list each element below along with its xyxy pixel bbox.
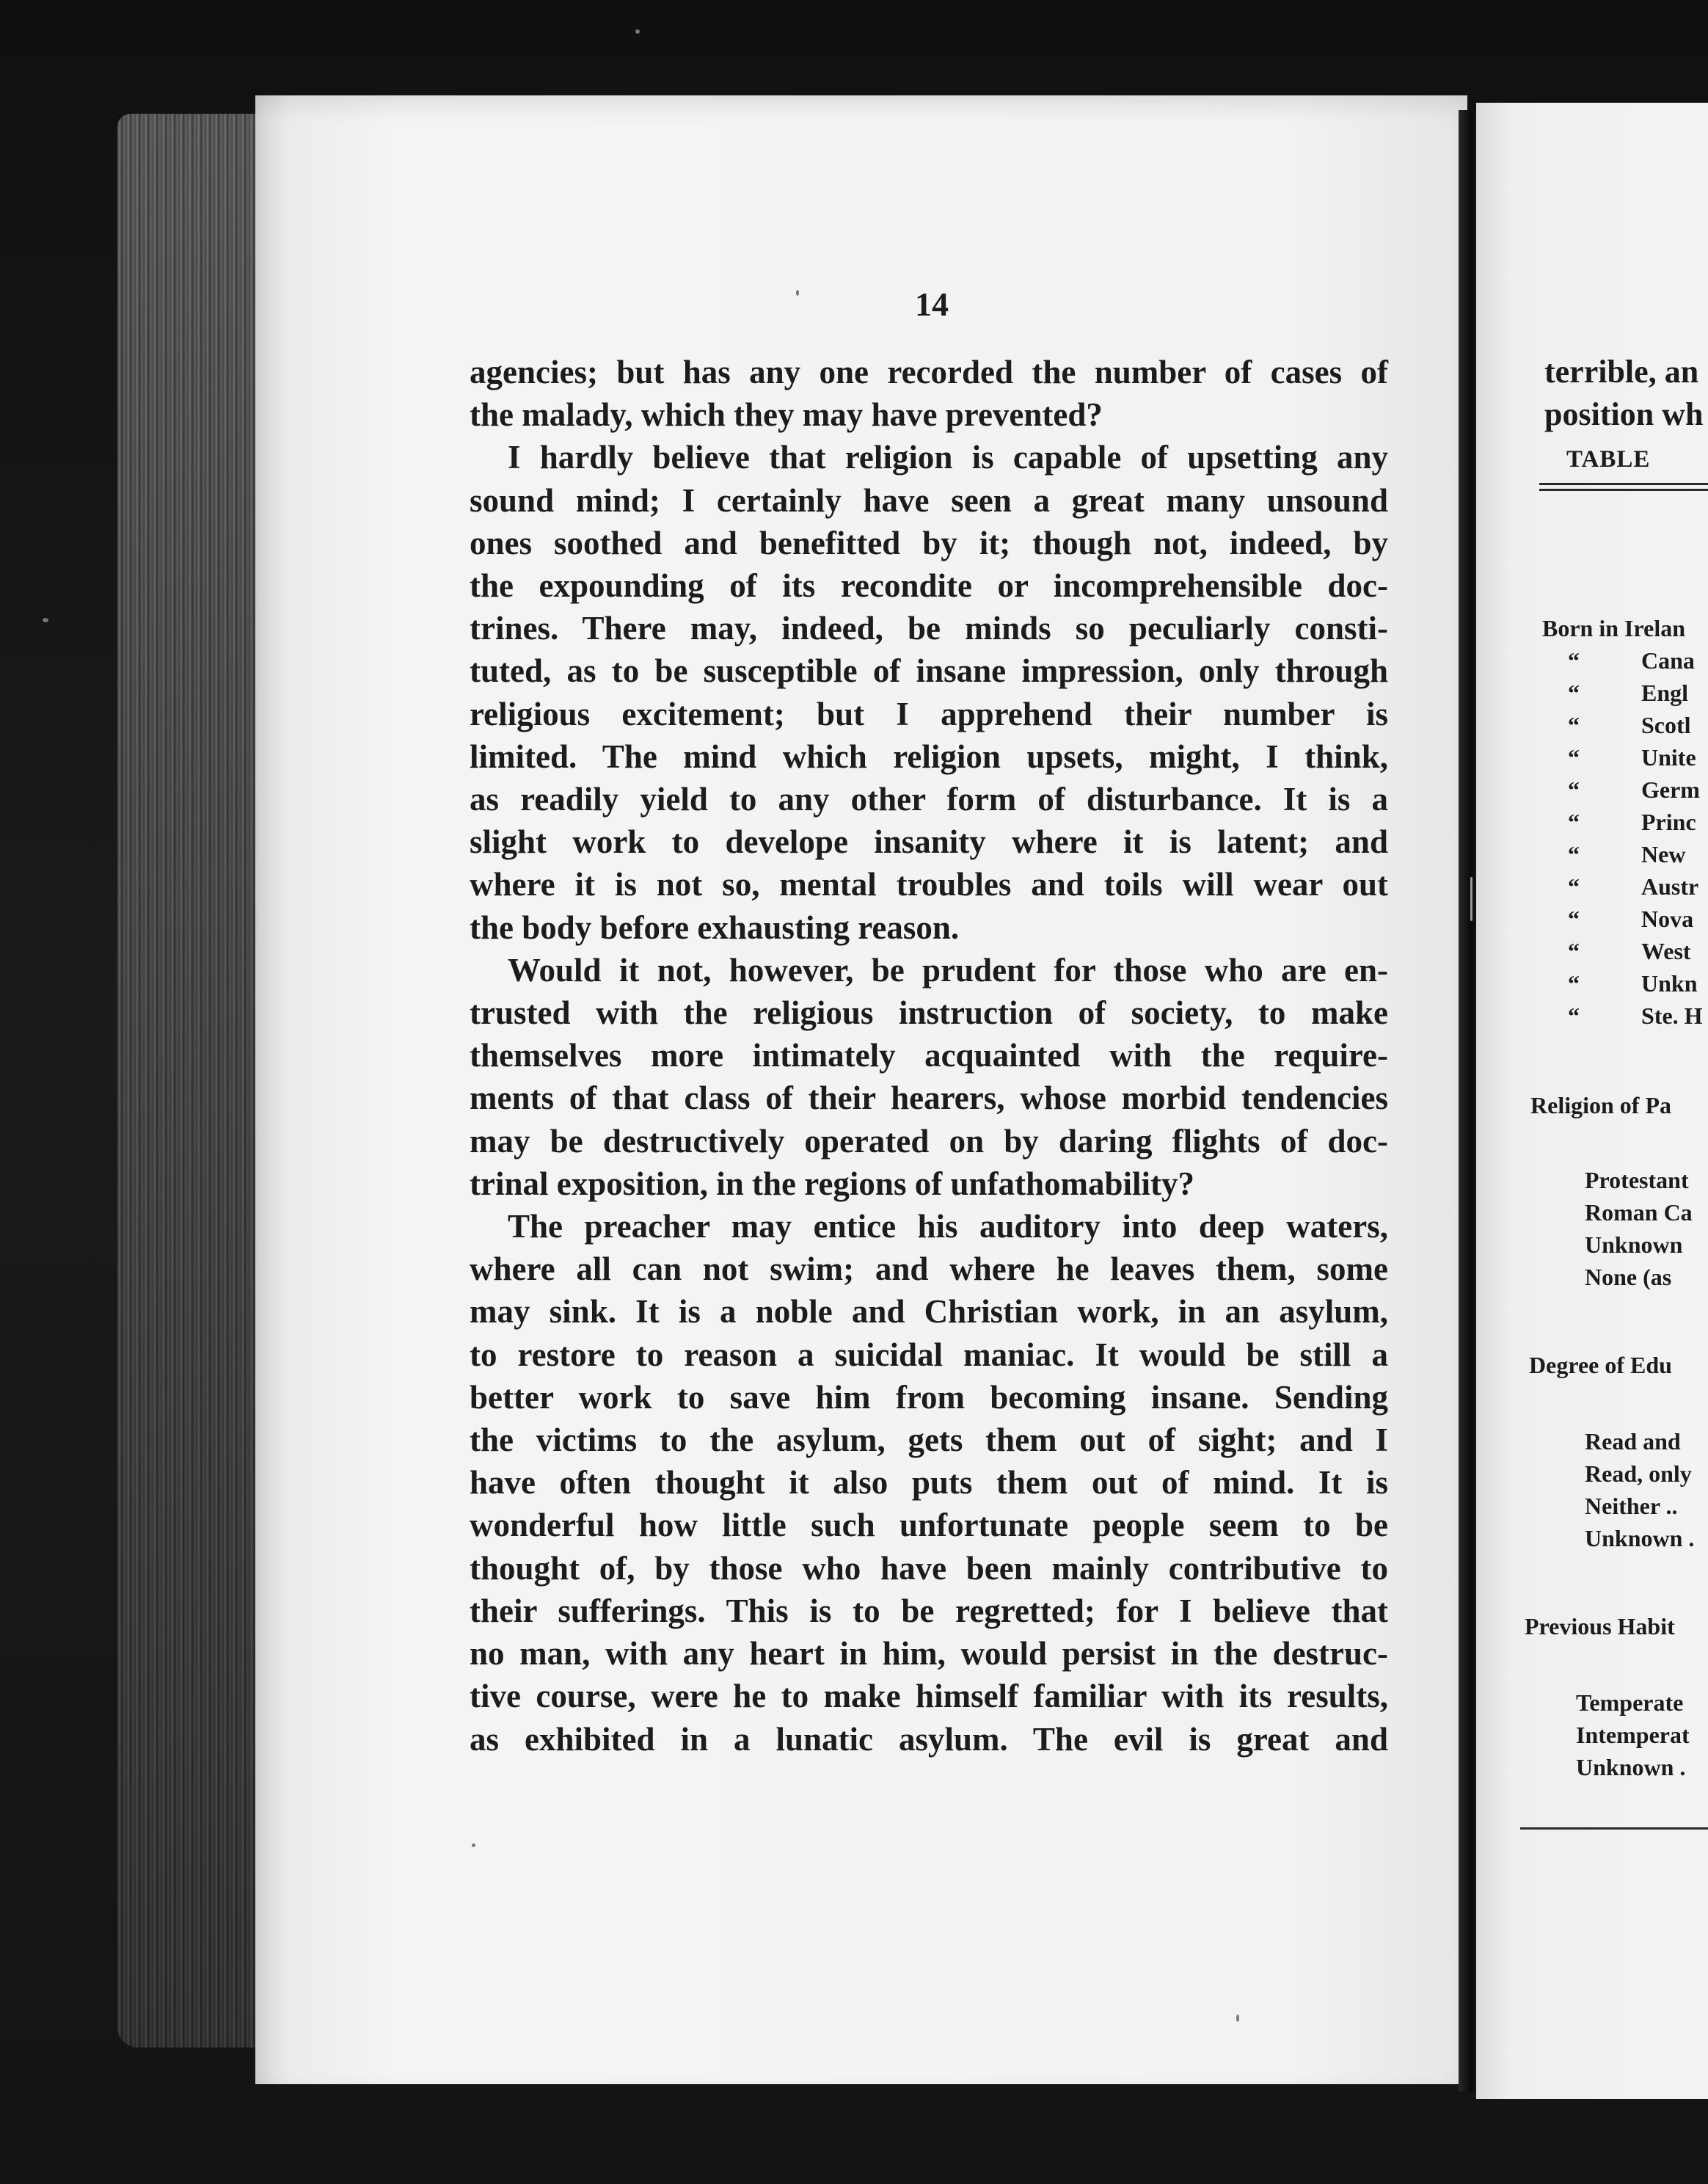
table-rule	[1539, 483, 1708, 485]
right-page-heading	[1544, 351, 1708, 436]
table-row-label: Roman Ca	[1585, 1199, 1693, 1226]
table-row-label: Unite	[1641, 744, 1696, 771]
ditto-mark: “	[1568, 809, 1580, 835]
text-line: I hardly believe that religion is capable of upsetting any	[508, 439, 1388, 476]
text-line: Would it not, however, be prudent for those who are en-	[508, 951, 1388, 989]
ditto-mark: “	[1568, 776, 1580, 803]
text-line: wonderful how little such unfortunate people seem to be	[470, 1507, 1388, 1544]
text-line: trinal exposition, in the regions of unfathomability?	[470, 1165, 1195, 1202]
table-row-label: None (as	[1585, 1264, 1672, 1290]
table-row-label: Unknown .	[1585, 1525, 1695, 1551]
text-line: trines. There may, indeed, be minds so peculiarly consti-	[470, 610, 1388, 647]
left-page-body	[470, 351, 1388, 1761]
table-row-label: Temperate	[1576, 1689, 1684, 1716]
text-line: religious excitement; but I apprehend their number is	[470, 695, 1388, 732]
text-line: terrible, an	[1544, 354, 1699, 390]
text-line: as readily yield to any other form of disturbance. It is a	[470, 781, 1388, 818]
table-row-label: Germ	[1641, 776, 1700, 803]
table-row-label: West	[1641, 938, 1691, 964]
table-row-label: Read and	[1585, 1428, 1681, 1455]
text-line: slight work to develope insanity where it is latent; and	[470, 823, 1388, 861]
book-fore-edge	[117, 114, 257, 2048]
table-title: TABLE	[1566, 446, 1651, 473]
ditto-mark: “	[1568, 906, 1580, 932]
text-line: thought of, by those who have been mainly contributive to	[470, 1549, 1388, 1587]
text-line: position wh	[1544, 396, 1704, 432]
text-line: tuted, as to be susceptible of insane impression, only through	[470, 652, 1388, 690]
ditto-mark: “	[1568, 938, 1580, 964]
table-row-label: Born in Irelan	[1542, 615, 1685, 641]
ditto-mark: “	[1568, 712, 1580, 738]
table-row-label: Engl	[1641, 680, 1689, 706]
text-line: where all can not swim; and where he leaves them, some	[470, 1251, 1388, 1288]
table-section-heading: Religion of Pa	[1530, 1092, 1671, 1118]
table-row-label: Unkn	[1641, 970, 1698, 997]
text-line: may sink. It is a noble and Christian work, in an asylum,	[470, 1293, 1388, 1331]
table-row-label: New	[1641, 841, 1686, 867]
table-rule	[1539, 489, 1708, 491]
text-line: may be destructively operated on by daring flights of doc-	[470, 1122, 1388, 1160]
text-line: ones soothed and benefitted by it; though not, indeed, by	[470, 524, 1388, 561]
table-row-label: Ste. H	[1641, 1002, 1703, 1029]
table-row-label: Nova	[1641, 906, 1694, 932]
table-row-label: Read, only	[1585, 1460, 1692, 1487]
text-line: ments of that class of their hearers, whose morbid tendencies	[470, 1080, 1388, 1117]
page-number: 14	[915, 285, 949, 323]
text-line: their sufferings. This is to be regretted; for I believe that	[470, 1592, 1388, 1629]
text-line: to restore to reason a suicidal maniac. It would be still a	[470, 1336, 1388, 1373]
table-section-heading: Degree of Edu	[1529, 1352, 1672, 1378]
table-row-label: Scotl	[1641, 712, 1691, 738]
ditto-mark: “	[1568, 680, 1580, 706]
text-line: better work to save him from becoming insane. Sending	[470, 1378, 1388, 1416]
ditto-mark: “	[1568, 873, 1580, 900]
table-row-label: Protestant	[1585, 1167, 1689, 1193]
ditto-mark: “	[1568, 841, 1580, 867]
ditto-mark: “	[1568, 744, 1580, 771]
text-line: tive course, were he to make himself familiar with its results,	[470, 1678, 1388, 1715]
text-line: no man, with any heart in him, would persist in the destruc-	[470, 1635, 1388, 1672]
text-line: themselves more intimately acquainted with the require-	[470, 1037, 1388, 1074]
text-line: as exhibited in a lunatic asylum. The evil is great and	[470, 1720, 1388, 1758]
table-row-label: Austr	[1641, 873, 1699, 900]
text-line: limited. The mind which religion upsets, might, I think,	[470, 738, 1388, 775]
table-row-label: Princ	[1641, 809, 1696, 835]
text-line: where it is not so, mental troubles and toils will wear out	[470, 866, 1388, 903]
text-line: the victims to the asylum, gets them out of sight; and I	[470, 1422, 1388, 1459]
table-row-label: Cana	[1641, 647, 1695, 674]
ditto-mark: “	[1568, 1002, 1580, 1029]
text-line: agencies; but has any one recorded the number of cases of	[470, 354, 1388, 390]
table-bottom-rule	[1520, 1827, 1708, 1830]
text-line: have often thought it also puts them out of mind. It is	[470, 1464, 1388, 1502]
text-line: The preacher may entice his auditory into deep waters,	[508, 1208, 1388, 1245]
table-row-label: Unknown .	[1576, 1754, 1686, 1780]
table-row-label: Neither ..	[1585, 1493, 1678, 1519]
ditto-mark: “	[1568, 647, 1580, 674]
table-section-heading: Previous Habit	[1525, 1613, 1675, 1639]
text-line: the expounding of its recondite or incomprehensible doc-	[470, 567, 1388, 605]
text-line: the malady, which they may have prevented?	[470, 396, 1103, 434]
table-row-label: Intemperat	[1576, 1722, 1690, 1748]
ditto-mark: “	[1568, 970, 1580, 997]
text-line: sound mind; I certainly have seen a great many unsound	[470, 481, 1388, 519]
text-line: the body before exhausting reason.	[470, 909, 960, 946]
table-row-label: Unknown	[1585, 1231, 1683, 1258]
text-line: trusted with the religious instruction of society, to make	[470, 994, 1388, 1032]
